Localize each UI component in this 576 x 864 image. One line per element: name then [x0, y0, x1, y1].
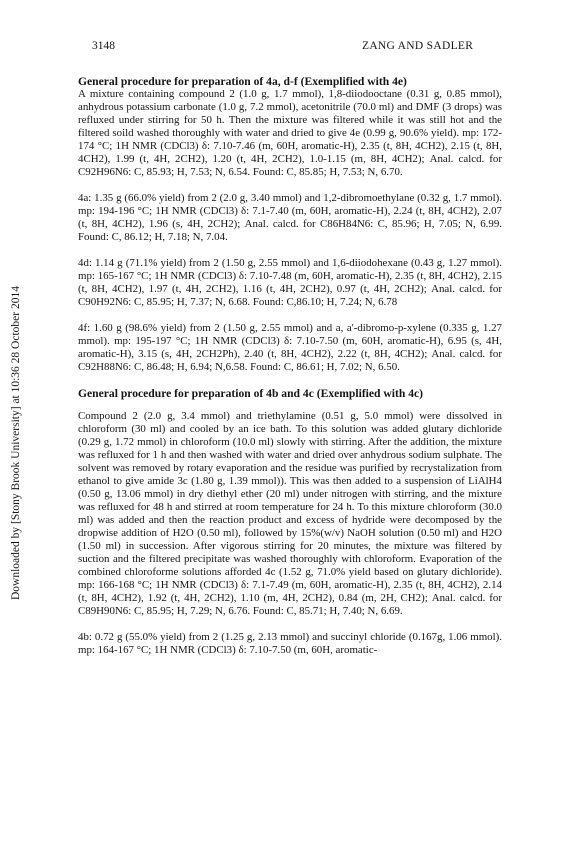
running-head: ZANG AND SADLER — [362, 40, 474, 52]
paragraph-4d: 4d: 1.14 g (71.1% yield) from 2 (1.50 g, 2.55 mmol) and 1,6-diiodohexane (0.43 g, 1.27 mmol). mp: 165-167 °C; 1H NMR (CDCl3) δ: 7.10-7.48 (m, 60H, aromatic-H), 2.35 (t, 8H, 4CH2), 2.15 (t, 8H, 4CH2), 1.97 (t, 4H, 2CH2), 1.16 (t, 4H, 2CH2), 0.97 (t, 4H, 2CH2); Anal. calcd. for C90H92N6: C, 85.95; H, 7.37; N, 6.68. Found: C,86.10; H, 7.24; N, 6.78 — [78, 257, 502, 308]
paragraph-4a: 4a: 1.35 g (66.0% yield) from 2 (2.0 g, 3.40 mmol) and 1,2-dibromoethylane (0.32 g, 1.7 mmol). mp: 194-196 °C; 1H NMR (CDCl3) δ: 7.1-7.40 (m, 60H, aromatic-H), 2.24 (t, 8H, 4CH2), 2.07 (t, 8H, 4CH2), 1.96 (s, 4H, 2CH2); Anal. calcd. for C86H84N6: C, 85.96; H, 7.05; N, 6.99. Found: C, 86.12; H, 7.18; N, 7.04. — [78, 192, 502, 243]
paragraph-4b: 4b: 0.72 g (55.0% yield) from 2 (1.25 g, 2.13 mmol) and succinyl chloride (0.167g, 1.06 mmol). mp: 164-167 °C; 1H NMR (CDCl3) δ: 7.10-7.50 (m, 60H, aromatic- — [78, 631, 502, 656]
paragraph-4f: 4f: 1.60 g (98.6% yield) from 2 (1.50 g, 2.55 mmol) and a, a'-dibromo-p-xylene (0.335 g, 1.27 mmol). mp: 195-197 °C; 1H NMR (CDCl3) δ: 7.10-7.50 (m, 60H, aromatic-H), 6.95 (s, 4H, aromatic-H), 3.15 (s, 4H, 2CH2Ph), 2.40 (t, 8H, 4CH2), 2.22 (t, 8H, 4CH2); Anal. calcd. for C92H88N6: C, 86.48; H, 6.94; N,6.58. Found: C, 86.61; H, 7.02; N, 6.50. — [78, 322, 502, 373]
article-body — [78, 75, 502, 657]
page-number: 3148 — [92, 40, 115, 52]
download-watermark: Downloaded by [Stony Brook University] at 10:36 28 October 2014 — [10, 286, 22, 600]
paragraph-procedure-4c: Compound 2 (2.0 g, 3.4 mmol) and triethylamine (0.51 g, 5.0 mmol) were dissolved in chloroform (30 ml) and cooled by an ice bath. To this solution was added glutary dichloride (0.29 g, 1.72 mmol) in chloroform (10.0 ml) slowly with stirring. After the addition, the mixture was refluxed for 1 h and then washed with water and dried over anhydrous sodium sulphate. The solvent was removed by rotary evaporation and the residue was purified by recrystalization from ethanol to give amide 3c (1.80 g, 1.39 mmol)). This was then added to a suspension of LiAlH4 (0.50 g, 13.06 mmol) in dry diethyl ether (20 ml) under nitrogen with stirring, and the mixture was refluxed for 48 h and stirred at room temperature for 24 h. To this mixture chloroform (30.0 ml) was added and then the reaction product and excess of hydride were decomposed by the dropwise addition of H2O (0.50 ml), followed by 15%(w/v) NaOH solution (0.50 ml) and H2O (1.50 ml) in succession. After vigorous stirring for 20 minutes, the mixture was filtered by suction and the filtered precipitate was washed thoroughly with chloroform. Evaporation of the combined chloroforme solutions afforded 4c (1.52 g, 71.0% yield based on glutary dichloride). mp: 166-168 °C; 1H NMR (CDCl3) δ: 7.1-7.49 (m, 60H, aromatic-H), 2.35 (t, 8H, 4CH2), 2.14 (t, 8H, 4CH2), 1.92 (t, 4H, 2CH2), 1.10 (m, 4H, 2CH2), 0.84 (m, 2H, CH2); Anal. calcd. for C89H90N6: C, 85.95; H, 7.29; N, 6.76. Found: C, 85.71; H, 7.40; N, 6.69. — [78, 410, 502, 617]
section-heading-4adf: General procedure for preparation of 4a, d-f (Exemplified with 4e) — [78, 75, 407, 88]
paragraph-procedure-4e: A mixture containing compound 2 (1.0 g, 1.7 mmol), 1,8-diiodooctane (0.31 g, 0.85 mmol), anhydrous potassium carbonate (1.0 g, 7.2 mmol), acetonitrile (70.0 ml) and DMF (3 drops) was refluxed under stirring for 50 h. Then the mixture was filtered while it was still hot and the filtered soild washed thoroughly with water and dried to give 4e (0.99 g, 90.6% yield). mp: 172-174 °C; 1H NMR (CDCl3) δ: 7.10-7.46 (m, 60H, aromatic-H), 2.35 (t, 8H, 4CH2), 2.15 (t, 8H, 4CH2), 1.99 (t, 4H, 2CH2), 1.20 (t, 4H, 2CH2), 1.0-1.15 (m, 8H, 4CH2); Anal. calcd. for C92H96N6: C, 85.93; H, 7.53; N, 6.54. Found: C, 85.85; H, 7.53; N, 6.70. — [78, 88, 502, 178]
section-heading-4bc: General procedure for preparation of 4b and 4c (Exemplified with 4c) — [78, 387, 423, 400]
